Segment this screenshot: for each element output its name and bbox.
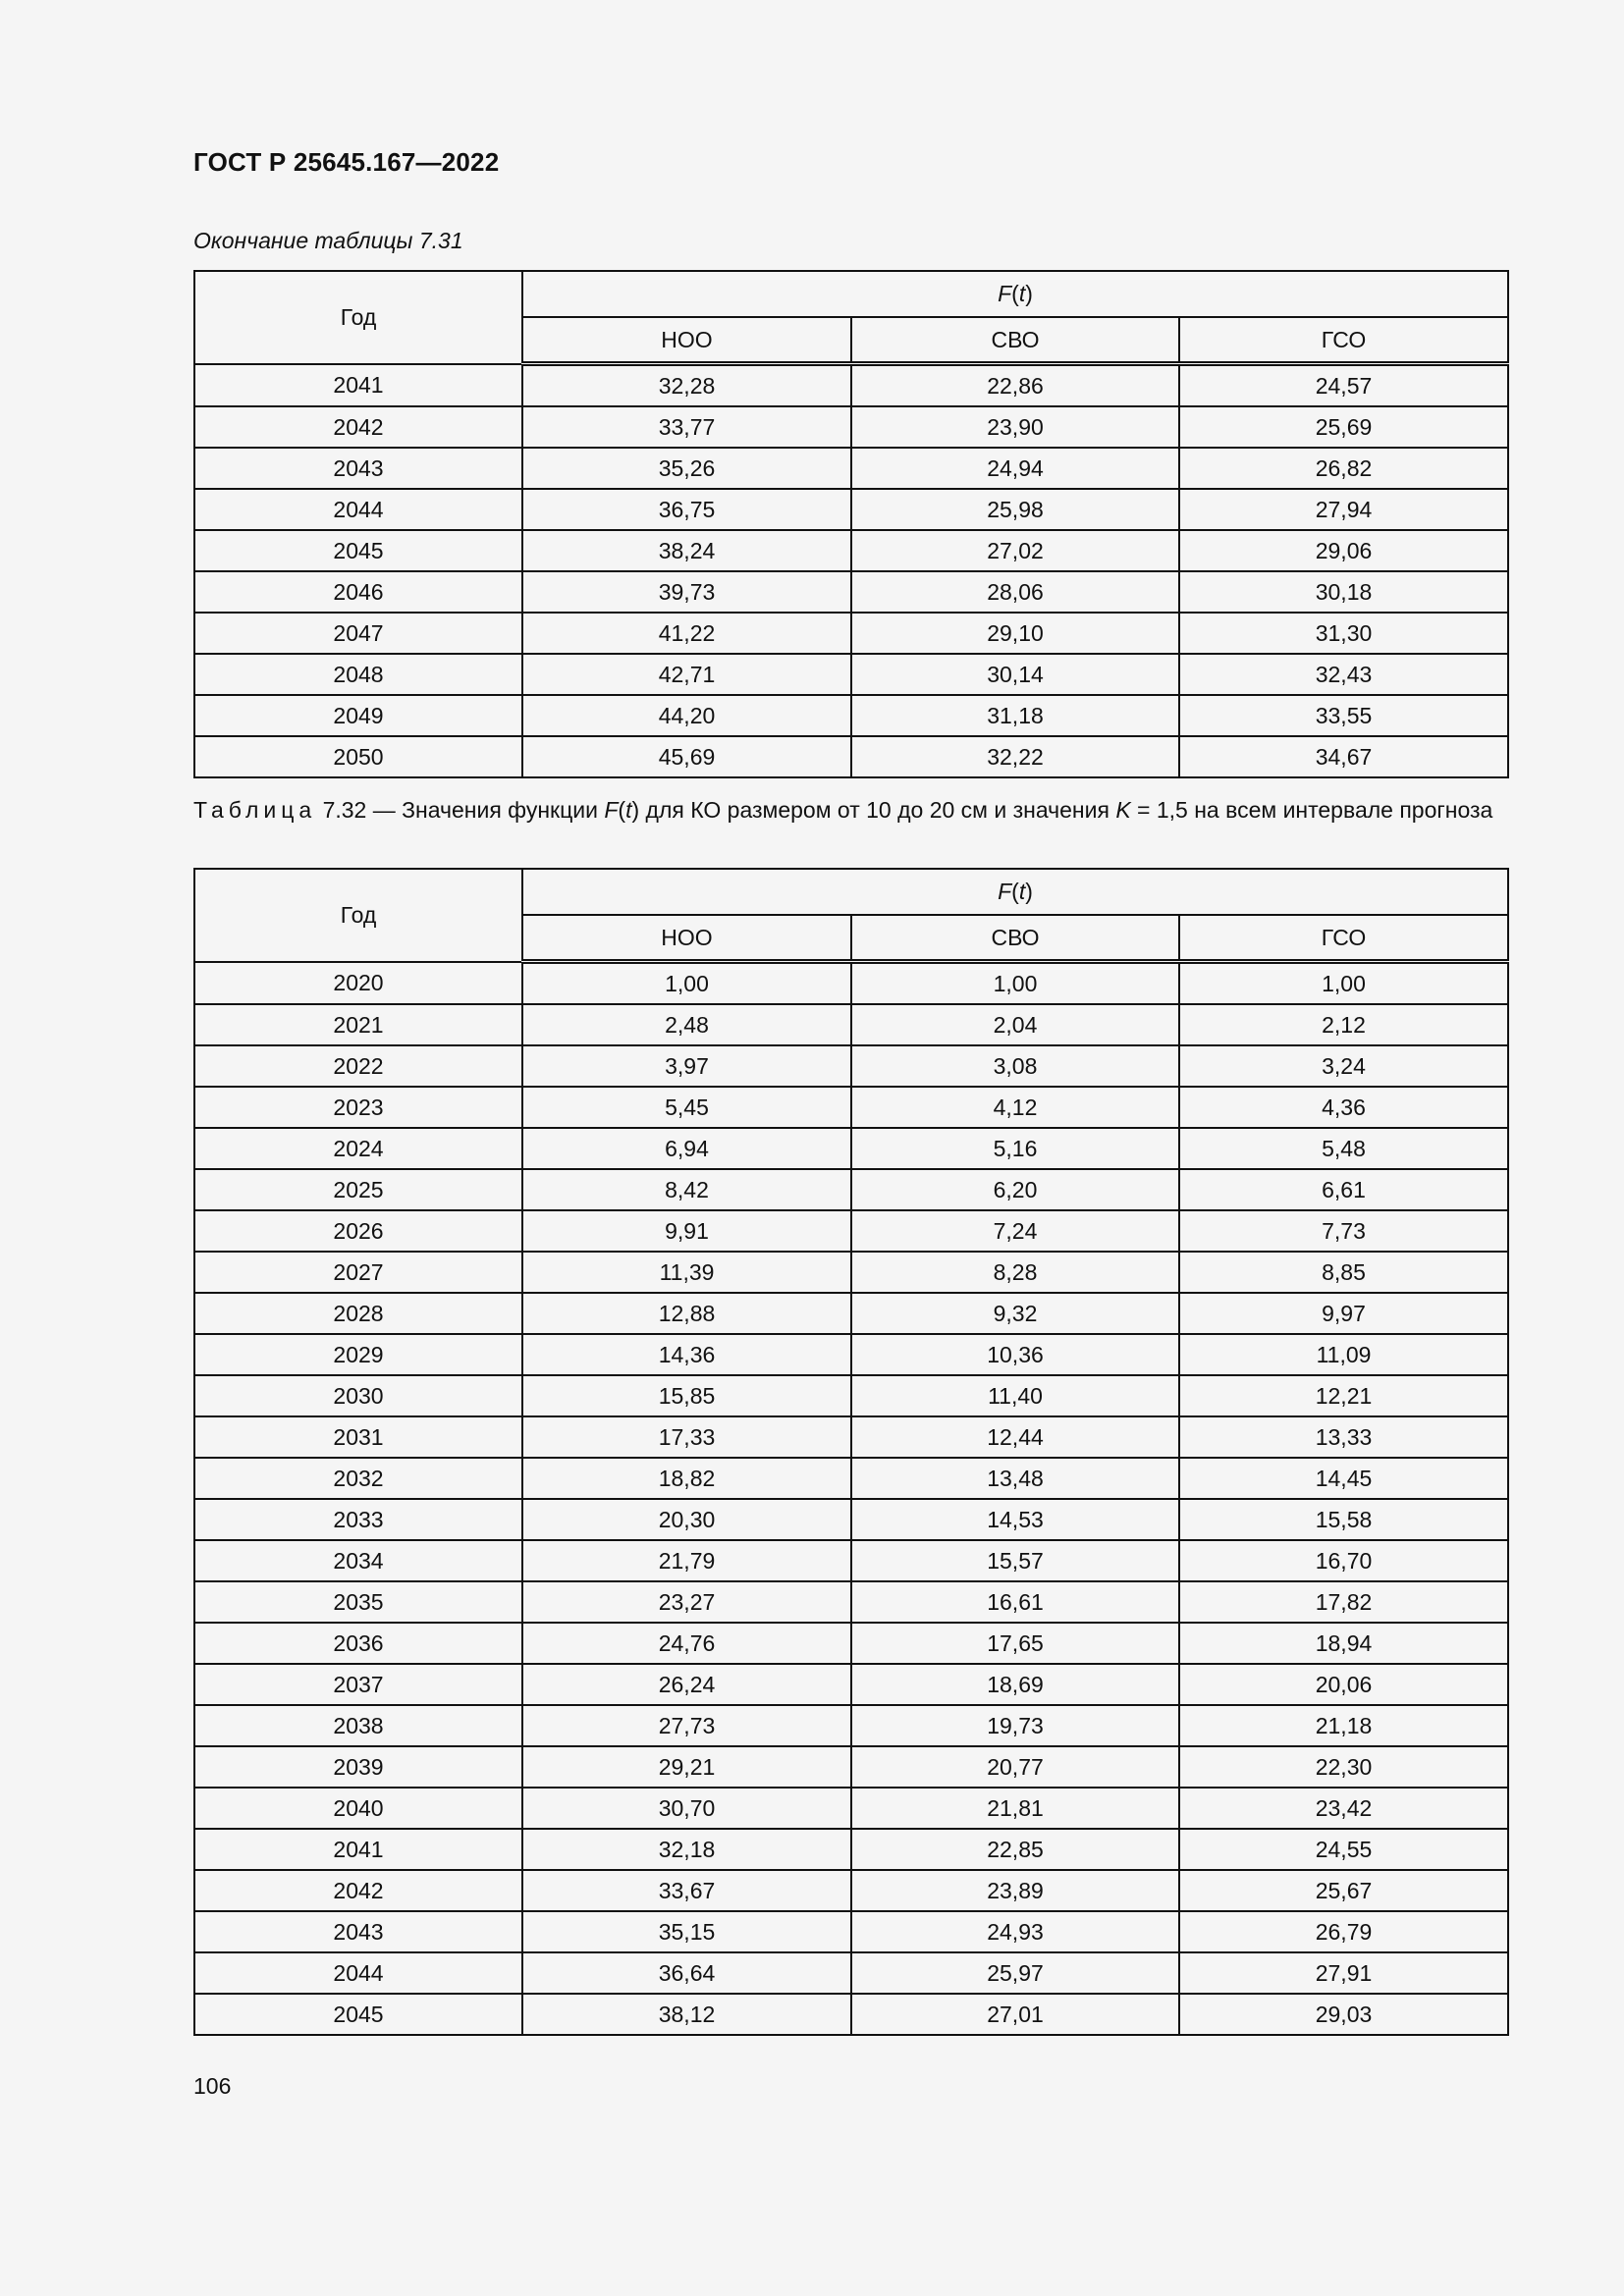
cell-noo: 26,24	[522, 1664, 851, 1705]
cell-year: 2043	[194, 1911, 522, 1952]
cell-noo: 33,67	[522, 1870, 851, 1911]
table-row	[194, 1210, 1508, 1252]
cell-noo: 35,15	[522, 1911, 851, 1952]
cell-noo: 36,75	[522, 489, 851, 530]
header-year: Год	[194, 271, 522, 364]
page-number: 106	[193, 2073, 232, 2099]
cell-year: 2042	[194, 406, 522, 448]
cell-noo: 33,77	[522, 406, 851, 448]
table-row	[194, 654, 1508, 695]
header-svo: СВО	[851, 317, 1179, 364]
table-caption	[193, 795, 1507, 826]
cell-gso: 20,06	[1179, 1664, 1508, 1705]
cell-year: 2029	[194, 1334, 522, 1375]
cell-svo: 7,24	[851, 1210, 1179, 1252]
cell-year: 2023	[194, 1087, 522, 1128]
table-row	[194, 1705, 1508, 1746]
cell-year: 2050	[194, 736, 522, 777]
cell-gso: 34,67	[1179, 736, 1508, 777]
cell-noo: 8,42	[522, 1169, 851, 1210]
cell-svo: 28,06	[851, 571, 1179, 613]
table-row	[194, 1540, 1508, 1581]
cell-noo: 2,48	[522, 1004, 851, 1045]
table-row	[194, 1788, 1508, 1829]
cell-gso: 24,55	[1179, 1829, 1508, 1870]
cell-svo: 23,89	[851, 1870, 1179, 1911]
cell-year: 2022	[194, 1045, 522, 1087]
cell-svo: 25,97	[851, 1952, 1179, 1994]
cell-noo: 24,76	[522, 1623, 851, 1664]
table-body	[194, 364, 1508, 778]
cell-year: 2045	[194, 530, 522, 571]
table-row	[194, 448, 1508, 489]
table-row	[194, 1087, 1508, 1128]
table-row	[194, 1499, 1508, 1540]
cell-gso: 7,73	[1179, 1210, 1508, 1252]
cell-year: 2030	[194, 1375, 522, 1416]
cell-year: 2047	[194, 613, 522, 654]
cell-year: 2036	[194, 1623, 522, 1664]
cell-noo: 39,73	[522, 571, 851, 613]
cell-noo: 17,33	[522, 1416, 851, 1458]
table-row	[194, 1746, 1508, 1788]
header-noo: НОО	[522, 317, 851, 364]
cell-year: 2039	[194, 1746, 522, 1788]
cell-svo: 3,08	[851, 1045, 1179, 1087]
cell-year: 2033	[194, 1499, 522, 1540]
document-header: ГОСТ Р 25645.167—2022	[193, 147, 500, 177]
cell-noo: 6,94	[522, 1128, 851, 1169]
cell-noo: 9,91	[522, 1210, 851, 1252]
cell-gso: 14,45	[1179, 1458, 1508, 1499]
cell-noo: 14,36	[522, 1334, 851, 1375]
cell-year: 2021	[194, 1004, 522, 1045]
table-row	[194, 1375, 1508, 1416]
cell-svo: 21,81	[851, 1788, 1179, 1829]
table-row	[194, 1045, 1508, 1087]
cell-year: 2028	[194, 1293, 522, 1334]
header-svo: СВО	[851, 915, 1179, 962]
cell-year: 2043	[194, 448, 522, 489]
table-row	[194, 1293, 1508, 1334]
cell-noo: 45,69	[522, 736, 851, 777]
cell-year: 2045	[194, 1994, 522, 2035]
cell-gso: 29,03	[1179, 1994, 1508, 2035]
cell-noo: 15,85	[522, 1375, 851, 1416]
table-row	[194, 962, 1508, 1005]
cell-svo: 6,20	[851, 1169, 1179, 1210]
table-row	[194, 489, 1508, 530]
header-function: F(t)	[522, 271, 1508, 317]
cell-noo: 41,22	[522, 613, 851, 654]
cell-noo: 1,00	[522, 962, 851, 1005]
cell-gso: 33,55	[1179, 695, 1508, 736]
cell-svo: 32,22	[851, 736, 1179, 777]
cell-year: 2046	[194, 571, 522, 613]
table-row	[194, 736, 1508, 777]
cell-gso: 5,48	[1179, 1128, 1508, 1169]
table-row	[194, 1458, 1508, 1499]
cell-svo: 24,93	[851, 1911, 1179, 1952]
cell-noo: 18,82	[522, 1458, 851, 1499]
cell-noo: 32,18	[522, 1829, 851, 1870]
cell-noo: 20,30	[522, 1499, 851, 1540]
header-function: F(t)	[522, 869, 1508, 915]
table-continuation-label: Окончание таблицы 7.31	[193, 228, 463, 253]
cell-gso: 17,82	[1179, 1581, 1508, 1623]
cell-gso: 27,91	[1179, 1952, 1508, 1994]
cell-gso: 3,24	[1179, 1045, 1508, 1087]
cell-gso: 8,85	[1179, 1252, 1508, 1293]
table-row	[194, 1416, 1508, 1458]
cell-noo: 35,26	[522, 448, 851, 489]
table-body	[194, 962, 1508, 2036]
cell-svo: 19,73	[851, 1705, 1179, 1746]
cell-gso: 18,94	[1179, 1623, 1508, 1664]
cell-svo: 8,28	[851, 1252, 1179, 1293]
cell-svo: 29,10	[851, 613, 1179, 654]
header-gso: ГСО	[1179, 915, 1508, 962]
cell-noo: 5,45	[522, 1087, 851, 1128]
cell-noo: 29,21	[522, 1746, 851, 1788]
cell-noo: 36,64	[522, 1952, 851, 1994]
table-row	[194, 695, 1508, 736]
cell-year: 2020	[194, 962, 522, 1005]
cell-gso: 26,79	[1179, 1911, 1508, 1952]
cell-gso: 32,43	[1179, 654, 1508, 695]
cell-year: 2024	[194, 1128, 522, 1169]
cell-gso: 30,18	[1179, 571, 1508, 613]
cell-noo: 32,28	[522, 364, 851, 407]
table-row	[194, 1664, 1508, 1705]
cell-noo: 23,27	[522, 1581, 851, 1623]
table-row	[194, 1829, 1508, 1870]
table-7-31	[193, 270, 1509, 778]
table-row	[194, 1623, 1508, 1664]
cell-svo: 18,69	[851, 1664, 1179, 1705]
table-row	[194, 613, 1508, 654]
cell-noo: 42,71	[522, 654, 851, 695]
cell-svo: 17,65	[851, 1623, 1179, 1664]
cell-svo: 31,18	[851, 695, 1179, 736]
cell-gso: 11,09	[1179, 1334, 1508, 1375]
cell-year: 2041	[194, 364, 522, 407]
cell-gso: 15,58	[1179, 1499, 1508, 1540]
cell-gso: 31,30	[1179, 613, 1508, 654]
cell-svo: 1,00	[851, 962, 1179, 1005]
cell-gso: 9,97	[1179, 1293, 1508, 1334]
cell-svo: 10,36	[851, 1334, 1179, 1375]
table-7-32	[193, 868, 1509, 2036]
cell-svo: 23,90	[851, 406, 1179, 448]
cell-svo: 14,53	[851, 1499, 1179, 1540]
caption-prefix: Таблица	[193, 797, 317, 823]
cell-noo: 44,20	[522, 695, 851, 736]
table-row	[194, 1169, 1508, 1210]
table-row	[194, 1334, 1508, 1375]
cell-gso: 4,36	[1179, 1087, 1508, 1128]
table-row	[194, 1004, 1508, 1045]
table-row	[194, 1581, 1508, 1623]
table-row	[194, 1252, 1508, 1293]
cell-year: 2035	[194, 1581, 522, 1623]
cell-gso: 6,61	[1179, 1169, 1508, 1210]
header-year: Год	[194, 869, 522, 962]
table-row	[194, 1994, 1508, 2035]
caption-text: 7.32 — Значения функции F(t) для КО размером от 10 до 20 см и значения K = 1,5 на всем интервале прогноза	[316, 797, 1493, 823]
cell-gso: 1,00	[1179, 962, 1508, 1005]
header-noo: НОО	[522, 915, 851, 962]
cell-svo: 24,94	[851, 448, 1179, 489]
cell-gso: 12,21	[1179, 1375, 1508, 1416]
cell-svo: 27,01	[851, 1994, 1179, 2035]
cell-noo: 30,70	[522, 1788, 851, 1829]
cell-gso: 16,70	[1179, 1540, 1508, 1581]
table-row	[194, 364, 1508, 407]
cell-noo: 21,79	[522, 1540, 851, 1581]
cell-noo: 27,73	[522, 1705, 851, 1746]
cell-gso: 23,42	[1179, 1788, 1508, 1829]
cell-svo: 13,48	[851, 1458, 1179, 1499]
cell-year: 2040	[194, 1788, 522, 1829]
cell-year: 2049	[194, 695, 522, 736]
table-row	[194, 571, 1508, 613]
cell-gso: 26,82	[1179, 448, 1508, 489]
cell-noo: 11,39	[522, 1252, 851, 1293]
cell-svo: 22,86	[851, 364, 1179, 407]
cell-gso: 27,94	[1179, 489, 1508, 530]
cell-svo: 9,32	[851, 1293, 1179, 1334]
cell-noo: 38,24	[522, 530, 851, 571]
cell-svo: 22,85	[851, 1829, 1179, 1870]
cell-year: 2026	[194, 1210, 522, 1252]
header-gso: ГСО	[1179, 317, 1508, 364]
cell-year: 2034	[194, 1540, 522, 1581]
cell-svo: 4,12	[851, 1087, 1179, 1128]
cell-noo: 12,88	[522, 1293, 851, 1334]
cell-svo: 12,44	[851, 1416, 1179, 1458]
cell-year: 2041	[194, 1829, 522, 1870]
cell-year: 2048	[194, 654, 522, 695]
cell-year: 2038	[194, 1705, 522, 1746]
cell-svo: 16,61	[851, 1581, 1179, 1623]
cell-year: 2032	[194, 1458, 522, 1499]
cell-gso: 13,33	[1179, 1416, 1508, 1458]
cell-gso: 21,18	[1179, 1705, 1508, 1746]
table-row	[194, 530, 1508, 571]
cell-year: 2037	[194, 1664, 522, 1705]
cell-year: 2044	[194, 489, 522, 530]
cell-year: 2027	[194, 1252, 522, 1293]
cell-noo: 38,12	[522, 1994, 851, 2035]
table-row	[194, 1870, 1508, 1911]
cell-svo: 30,14	[851, 654, 1179, 695]
cell-svo: 2,04	[851, 1004, 1179, 1045]
cell-gso: 29,06	[1179, 530, 1508, 571]
table-row	[194, 1911, 1508, 1952]
cell-svo: 25,98	[851, 489, 1179, 530]
cell-svo: 11,40	[851, 1375, 1179, 1416]
cell-svo: 20,77	[851, 1746, 1179, 1788]
cell-svo: 5,16	[851, 1128, 1179, 1169]
cell-gso: 25,67	[1179, 1870, 1508, 1911]
cell-year: 2044	[194, 1952, 522, 1994]
table-row	[194, 1952, 1508, 1994]
cell-svo: 27,02	[851, 530, 1179, 571]
cell-gso: 2,12	[1179, 1004, 1508, 1045]
cell-year: 2031	[194, 1416, 522, 1458]
cell-gso: 22,30	[1179, 1746, 1508, 1788]
cell-year: 2025	[194, 1169, 522, 1210]
cell-noo: 3,97	[522, 1045, 851, 1087]
cell-gso: 25,69	[1179, 406, 1508, 448]
table-row	[194, 406, 1508, 448]
table-row	[194, 1128, 1508, 1169]
cell-gso: 24,57	[1179, 364, 1508, 407]
cell-svo: 15,57	[851, 1540, 1179, 1581]
cell-year: 2042	[194, 1870, 522, 1911]
